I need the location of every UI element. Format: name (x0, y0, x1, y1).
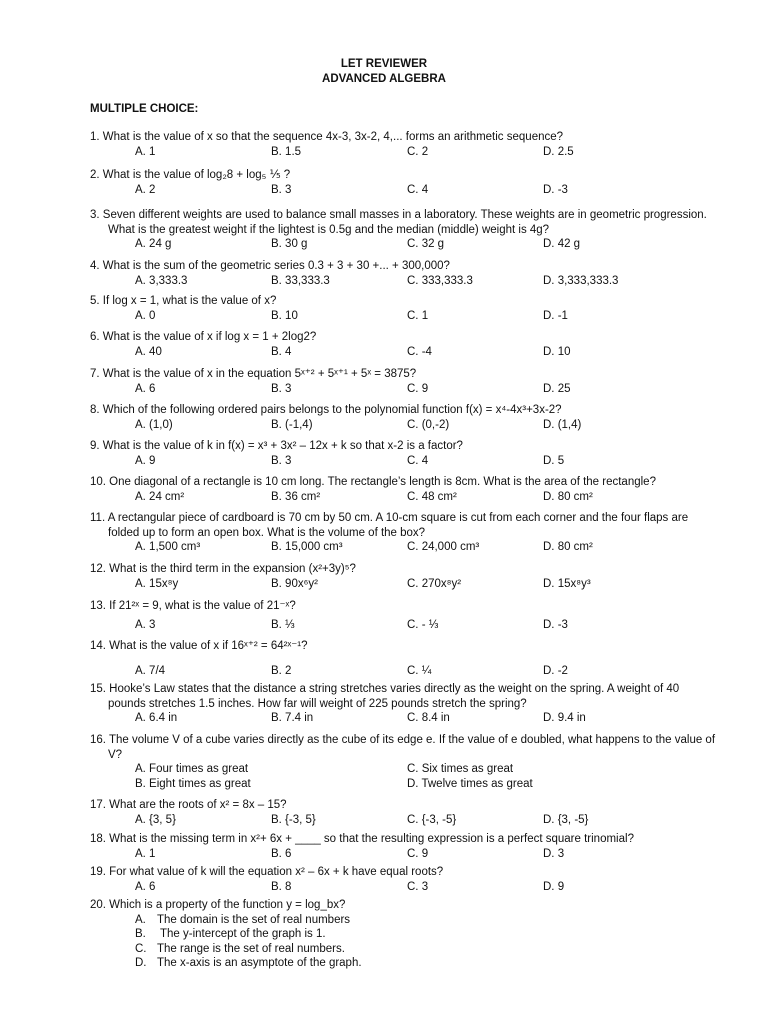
question-6 (90, 330, 720, 359)
option-d: D. (1,4) (543, 418, 582, 431)
option-a: A. 6.4 in (135, 712, 178, 725)
option-c: C. (0,-2) (407, 418, 450, 431)
option-d: D. 80 cm² (543, 541, 593, 554)
option-b: B. ⅓ (271, 618, 295, 631)
option-c: C. 3 (407, 880, 429, 893)
option-d: D. 3,333,333.3 (543, 274, 619, 287)
option-d: D. 42 g (543, 238, 581, 251)
question-stem: 2. What is the value of log₂8 + log₅ ⅕ ? (90, 169, 291, 181)
option-c: C. ¼ (407, 664, 432, 677)
question-stem: 1. What is the value of x so that the sequence 4x-3, 3x-2, 4,... forms an arithmetic sequence? (90, 131, 564, 143)
option-a: A. 3 (135, 618, 156, 631)
question-stem: 18. What is the missing term in x²+ 6x + ____ so that the resulting expression is a perfect square trinomial? (90, 833, 634, 845)
question-18 (90, 832, 720, 861)
option-c: C. 4 (407, 183, 429, 196)
question-stem: 14. What is the value of x if 16ˣ⁺² = 64²ˣ⁻¹? (90, 640, 308, 652)
option-b: B. 10 (271, 309, 298, 322)
question-stem: 16. The volume V of a cube varies directly as the cube of its edge e. If the value of e doubled, what happens to the value of V? (90, 734, 716, 761)
option-c: C. 333,333.3 (407, 274, 473, 287)
question-17 (90, 798, 720, 827)
option-c: C. Six times as great (407, 763, 514, 776)
option-a: A. 24 g (135, 238, 172, 251)
option-a: A. 0 (135, 309, 156, 322)
option-c: C. - ⅓ (407, 618, 439, 631)
option-b: B. 2 (271, 664, 292, 677)
option-c: C. 9 (407, 847, 429, 860)
question-19 (90, 865, 720, 894)
option-a: A. 15x⁸y (135, 577, 179, 590)
option-b: B. 7.4 in (271, 712, 314, 725)
question-stem: 19. For what value of k will the equation x² – 6x + k have equal roots? (90, 866, 444, 878)
question-16 (90, 733, 720, 791)
question-1 (90, 130, 720, 159)
question-stem: 13. If 21²ˣ = 9, what is the value of 21⁻ˣ? (90, 600, 296, 612)
option-c: C. 48 cm² (407, 490, 457, 503)
question-stem: 5. If log x = 1, what is the value of x? (90, 295, 277, 307)
option-a: A. 9 (135, 454, 156, 467)
question-stem: 17. What are the roots of x² = 8x – 15? (90, 799, 287, 811)
option-b: B. 30 g (271, 238, 308, 251)
option-b: B. (-1,4) (271, 418, 313, 431)
question-stem: 4. What is the sum of the geometric series 0.3 + 3 + 30 +... + 300,000? (90, 260, 450, 272)
option-d: D. 80 cm² (543, 490, 593, 503)
question-stem: 11. A rectangular piece of cardboard is 70 cm by 50 cm. A 10-cm square is cut from each corner and the four flaps are folded up to form an open box. What is the volume of the box? (90, 512, 689, 539)
question-stem: 12. What is the third term in the expansion (x²+3y)⁵? (90, 563, 356, 575)
option-b: B. The y-intercept of the graph is 1. (135, 928, 326, 941)
option-b: B. 3 (271, 382, 292, 395)
question-stem: 20. Which is a property of the function y = log_bx? (90, 899, 346, 911)
question-stem: 15. Hooke’s Law states that the distance a string stretches varies directly as the weight on the spring. A weight of 40 pounds stretches 1.5 inches. How far will weight of 225 pounds stretch the spring? (90, 683, 680, 710)
option-c: C. 9 (407, 382, 429, 395)
option-a: A. 40 (135, 345, 162, 358)
question-stem: 7. What is the value of x in the equation 5ˣ⁺² + 5ˣ⁺¹ + 5ˣ = 3875? (90, 368, 417, 380)
section-heading: MULTIPLE CHOICE: (90, 103, 199, 115)
question-stem: 8. Which of the following ordered pairs belongs to the polynomial function f(x) = x⁴-4x³+3x-2? (90, 404, 562, 416)
question-4 (90, 259, 720, 288)
option-b: B. 15,000 cm³ (271, 541, 343, 554)
option-c: C. 24,000 cm³ (407, 541, 480, 554)
option-c: C. 1 (407, 309, 429, 322)
option-b: B. 4 (271, 345, 292, 358)
option-c: C. -4 (407, 345, 432, 358)
option-c: C. 270x⁸y² (407, 577, 462, 590)
option-b: B. 6 (271, 847, 292, 860)
option-a: A. 7/4 (135, 664, 166, 677)
question-7 (90, 367, 720, 396)
option-d: D. Twelve times as great (407, 777, 533, 790)
option-a: A. 1,500 cm³ (135, 541, 201, 554)
option-d: D. 5 (543, 454, 565, 467)
question-10 (90, 475, 720, 504)
option-a: A. 1 (135, 847, 156, 860)
option-b: B. 3 (271, 183, 292, 196)
option-c: C. The range is the set of real numbers. (135, 942, 345, 955)
question-stem: 10. One diagonal of a rectangle is 10 cm long. The rectangle’s length is 8cm. What is the area of the rectangle? (90, 476, 656, 488)
option-b: B. Eight times as great (135, 777, 251, 790)
option-a: A. {3, 5} (135, 813, 176, 826)
option-d: D. -3 (543, 618, 568, 631)
option-c: C. 4 (407, 454, 429, 467)
question-20 (90, 898, 720, 971)
option-c: C. 2 (407, 145, 429, 158)
question-stem: 6. What is the value of x if log x = 1 + 2log2? (90, 331, 317, 343)
option-b: B. 33,333.3 (271, 274, 330, 287)
option-c: C. 8.4 in (407, 712, 450, 725)
option-a: A. 24 cm² (135, 490, 185, 503)
option-d: D. 15x⁸y³ (543, 577, 591, 590)
option-b: B. 36 cm² (271, 490, 321, 503)
option-a: A. 6 (135, 382, 156, 395)
option-d: D. -1 (543, 309, 568, 322)
option-d: D. 2.5 (543, 145, 574, 158)
option-b: B. 90x⁶y² (271, 577, 318, 590)
option-d: D. 9 (543, 880, 565, 893)
option-d: D. 25 (543, 382, 571, 395)
question-2 (90, 168, 720, 197)
option-b: B. {-3, 5} (271, 813, 316, 826)
option-c: C. 32 g (407, 238, 445, 251)
option-a: A. 1 (135, 145, 156, 158)
option-a: A. (1,0) (135, 418, 173, 431)
option-d: D. {3, -5} (543, 813, 589, 826)
option-d: D. The x-axis is an asymptote of the graph. (135, 957, 362, 970)
document-title: LET REVIEWER (340, 58, 428, 70)
question-stem: 9. What is the value of k in f(x) = x³ + 3x² – 12x + k so that x-2 is a factor? (90, 440, 463, 452)
question-14 (90, 639, 720, 678)
question-5 (90, 294, 720, 323)
question-3 (90, 208, 720, 252)
option-d: D. 3 (543, 847, 565, 860)
option-b: B. 8 (271, 880, 292, 893)
option-c: C. {-3, -5} (407, 813, 457, 826)
question-15 (90, 682, 720, 726)
question-stem: 3. Seven different weights are used to balance small masses in a laboratory. These weights are in geometric progression. What is the greatest weight if the lightest is 0.5g and the median (middle) weight is 4g? (90, 209, 707, 236)
option-a: A. Four times as great (135, 763, 249, 776)
option-d: D. 9.4 in (543, 712, 586, 725)
option-a: A. 2 (135, 183, 156, 196)
document-subtitle: ADVANCED ALGEBRA (322, 73, 446, 85)
question-8 (90, 403, 720, 432)
question-13 (90, 599, 720, 632)
option-d: D. -2 (543, 664, 568, 677)
question-9 (90, 439, 720, 468)
question-12 (90, 562, 720, 591)
question-11 (90, 511, 720, 555)
option-d: D. 10 (543, 345, 571, 358)
option-a: A. The domain is the set of real numbers (135, 913, 351, 926)
option-b: B. 3 (271, 454, 292, 467)
option-d: D. -3 (543, 183, 568, 196)
option-a: A. 6 (135, 880, 156, 893)
option-b: B. 1.5 (271, 145, 302, 158)
option-a: A. 3,333.3 (135, 274, 188, 287)
